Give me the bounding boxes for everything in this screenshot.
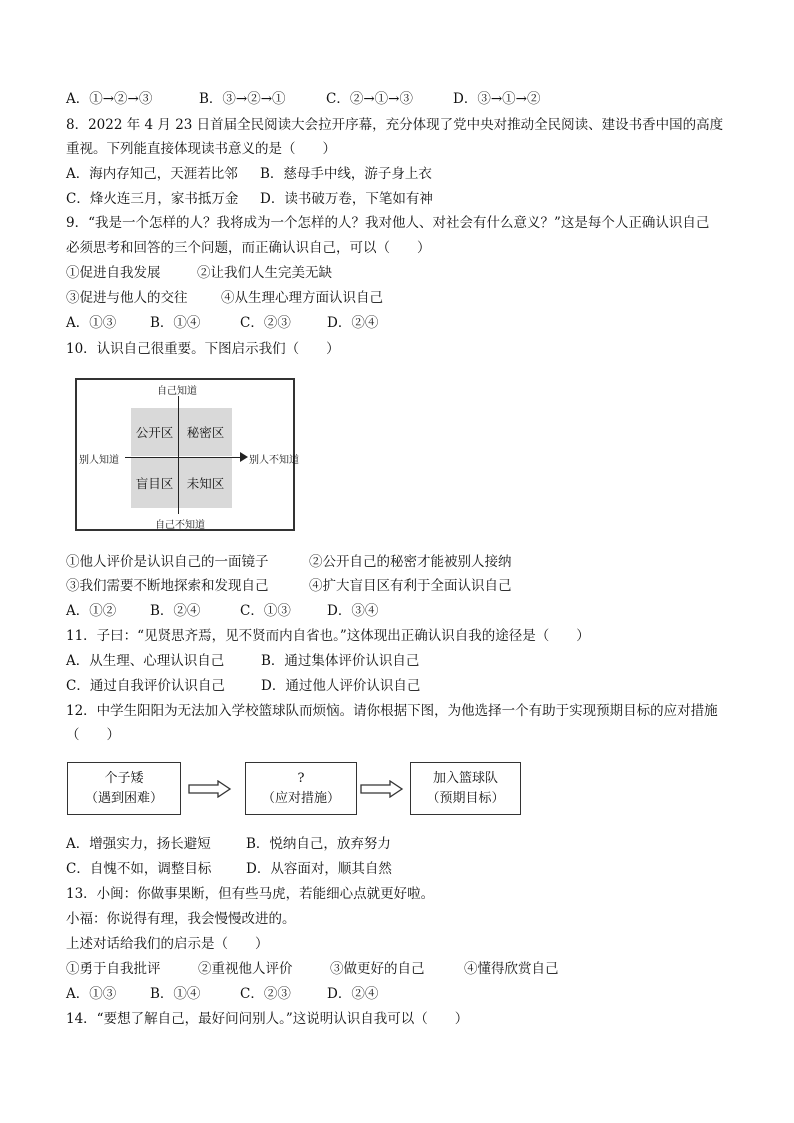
horizontal-axis <box>125 457 245 458</box>
q7-options <box>66 90 540 108</box>
q9-stem-line1: 9．“我是一个怎样的人？我将成为一个怎样的人？我对他人、对社会有什么意义？”这是每个人正确认识自己 <box>66 215 710 231</box>
q13-item-3: ③做更好的自己 <box>330 961 425 977</box>
q13-item-2: ②重视他人评价 <box>198 961 293 977</box>
q10-option-b: B．②④ <box>150 603 201 619</box>
q12-options-row2 <box>66 860 392 878</box>
q8-stem-line2: 重视。下列能直接体现读书意义的是（ ） <box>66 141 336 157</box>
flow-arrow-2 <box>360 780 404 798</box>
q10-option-a: A．①② <box>66 603 117 619</box>
johari-window-figure <box>75 378 299 531</box>
q10-option-d: D．③④ <box>327 603 379 619</box>
flow-box-goal-title: 加入篮球队 <box>432 770 498 786</box>
q9-options <box>66 314 378 332</box>
q13-option-c: C．②③ <box>240 986 291 1002</box>
label-others-know: 别人知道 <box>79 455 119 466</box>
q12-stem-line1: 12．中学生阳阳为无法加入学校篮球队而烦恼。请你根据下图，为他选择一个有助于实现预期目标的应对措施 <box>66 703 718 719</box>
flow-box-goal-caption: （预期目标） <box>426 790 505 806</box>
label-self-knows: 自己知道 <box>157 386 197 397</box>
q10-option-c: C．①③ <box>240 603 291 619</box>
q9-item-1: ①促进自我发展 <box>66 265 161 281</box>
q11-option-b: B．通过集体评价认识自己 <box>261 653 420 669</box>
q12-stem-line2: （ ） <box>66 727 120 743</box>
q13-option-d: D．②④ <box>327 986 379 1002</box>
q12-options-row1 <box>66 835 391 853</box>
q12-option-b: B．悦纳自己，放弃努力 <box>246 836 391 852</box>
horizontal-axis-arrow <box>240 452 248 462</box>
q12-option-c: C．自愧不如，调整目标 <box>66 861 212 877</box>
q10-item-3: ③我们需要不断地探索和发现自己 <box>66 578 269 594</box>
q9-item-4: ④从生理心理方面认识自己 <box>221 290 383 306</box>
q13-item-1: ①勇于自我批评 <box>66 961 161 977</box>
q8-option-d: D．读书破万卷，下笔如有神 <box>260 191 433 207</box>
flow-box-difficulty <box>67 762 181 815</box>
q9-item-2: ②让我们人生完美无缺 <box>197 265 332 281</box>
q8-option-b: B．慈母手中线，游子身上衣 <box>260 166 432 182</box>
q9-items-row1 <box>66 264 332 282</box>
q13-option-b: B．①④ <box>150 986 201 1002</box>
flow-box-measure <box>245 762 357 815</box>
q13-line2: 小福：你说得有理，我会慢慢改进的。 <box>66 911 296 927</box>
flow-box-difficulty-title: 个子矮 <box>104 770 144 786</box>
q12-option-a: A．增强实力，扬长避短 <box>66 836 211 852</box>
q11-option-c: C．通过自我评价认识自己 <box>66 678 225 694</box>
q9-option-b: B．①④ <box>150 315 201 331</box>
q8-options-row2 <box>66 190 433 208</box>
q9-option-a: A．①③ <box>66 315 117 331</box>
q8-stem-line1: 8．2022 年 4 月 23 日首届全民阅读大会拉开序幕，充分体现了党中央对推动全民阅读、建设书香中国的高度 <box>66 117 724 133</box>
flow-box-measure-caption: （应对措施） <box>261 790 340 806</box>
q7-option-c: C．②→①→③ <box>326 91 413 107</box>
quadrant-open-area: 公开区 <box>131 408 178 456</box>
q10-item-1: ①他人评价是认识自己的一面镜子 <box>66 554 269 570</box>
flow-box-difficulty-caption: （遇到困难） <box>84 790 163 806</box>
q14-stem: 14．“要想了解自己，最好问问别人。”这说明认识自我可以（ ） <box>66 1011 469 1027</box>
vertical-axis <box>178 396 179 514</box>
q8-option-a: A．海内存知己，天涯若比邻 <box>66 166 238 182</box>
q11-option-d: D．通过他人评价认识自己 <box>261 678 421 694</box>
q9-items-row2 <box>66 289 383 307</box>
q13-item-4: ④懂得欣赏自己 <box>464 961 559 977</box>
quadrant-unknown-area: 未知区 <box>179 458 232 508</box>
q10-items-row1 <box>66 553 512 571</box>
q11-options-row1 <box>66 652 419 670</box>
q11-option-a: A．从生理、心理认识自己 <box>66 653 225 669</box>
q10-stem: 10．认识自己很重要。下图启示我们（ ） <box>66 341 340 357</box>
q13-options <box>66 985 378 1003</box>
q13-items <box>66 960 559 978</box>
label-others-not-know: 别人不知道 <box>249 455 299 466</box>
q8-option-c: C．烽火连三月，家书抵万金 <box>66 191 239 207</box>
flow-box-goal <box>410 762 521 815</box>
q10-item-4: ④扩大盲目区有利于全面认识自己 <box>309 578 512 594</box>
q7-option-a: A．①→②→③ <box>66 91 153 107</box>
q8-options-row1 <box>66 165 432 183</box>
quadrant-hidden-area: 秘密区 <box>179 408 232 456</box>
q11-stem: 11．子曰：“见贤思齐焉，见不贤而内自省也。”这体现出正确认识自我的途径是（ ） <box>66 628 590 644</box>
flow-box-measure-title: ? <box>297 770 305 786</box>
flow-arrow-1 <box>188 780 232 798</box>
q13-option-a: A．①③ <box>66 986 117 1002</box>
q11-options-row2 <box>66 677 420 695</box>
quadrant-blind-area: 盲目区 <box>131 458 178 508</box>
q9-option-d: D．②④ <box>327 315 379 331</box>
q9-stem-line2: 必须思考和回答的三个问题，而正确认识自己，可以（ ） <box>66 240 431 256</box>
q10-options <box>66 602 378 620</box>
q13-line3: 上述对话给我们的启示是（ ） <box>66 936 269 952</box>
q9-item-3: ③促进与他人的交往 <box>66 290 188 306</box>
q7-option-d: D．③→①→② <box>453 91 541 107</box>
q10-items-row2 <box>66 577 512 595</box>
label-self-not-know: 自己不知道 <box>155 520 205 531</box>
q7-option-b: B．③→②→① <box>199 91 286 107</box>
q9-option-c: C．②③ <box>240 315 291 331</box>
q10-item-2: ②公开自己的秘密才能被别人接纳 <box>309 554 512 570</box>
q12-option-d: D．从容面对，顺其自然 <box>246 861 392 877</box>
q13-line1: 13．小闽：你做事果断，但有些马虎，若能细心点就更好啦。 <box>66 886 435 902</box>
